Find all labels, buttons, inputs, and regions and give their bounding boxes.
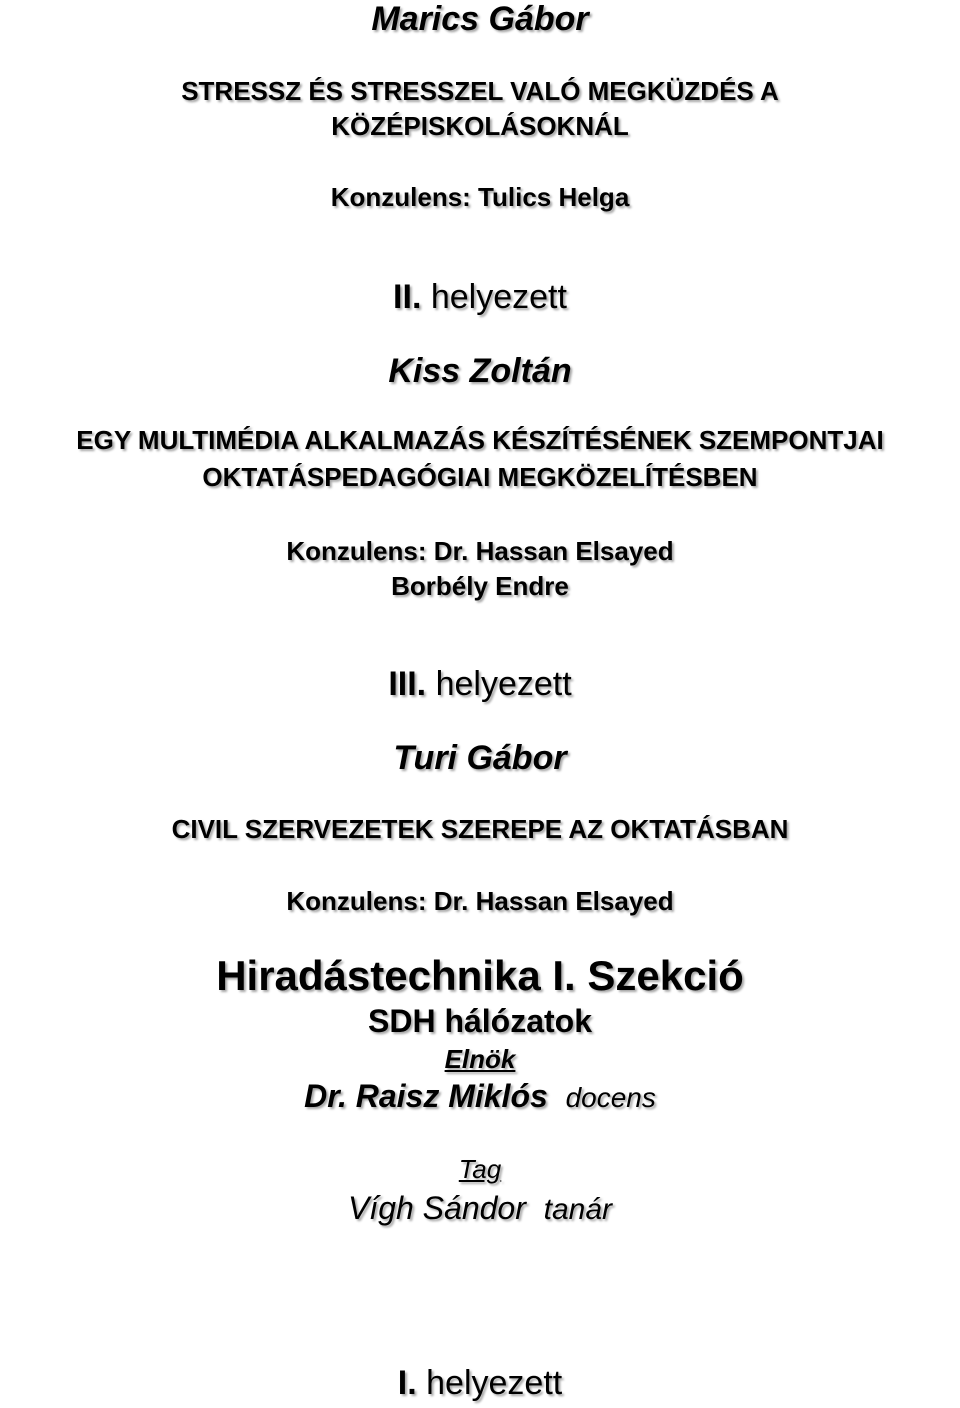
- member-name: Vígh Sándor: [347, 1190, 526, 1226]
- consultant: Konzulens: Dr. Hassan Elsayed: [286, 886, 674, 916]
- member-line: [0, 1192, 960, 1225]
- chair-role: docens: [565, 1082, 656, 1113]
- chair-name: Dr. Raisz Miklós: [304, 1078, 548, 1114]
- chair-line: [0, 1080, 960, 1112]
- placement-word: helyezett: [426, 1364, 563, 1402]
- placement-numeral: II.: [393, 278, 422, 316]
- consultant: Konzulens: Dr. Hassan Elsayed: [286, 536, 674, 566]
- thesis-title-line-1: EGY MULTIMÉDIA ALKALMAZÁS KÉSZÍTÉSÉNEK SZEMPONTJAI: [76, 425, 884, 455]
- consultant: Konzulens: Tulics Helga: [330, 182, 630, 212]
- thesis-title-line-2: KÖZÉPISKOLÁSOKNÁL: [331, 111, 629, 141]
- author-name: Kiss Zoltán: [388, 352, 572, 390]
- section-subtitle: SDH hálózatok: [367, 1003, 593, 1039]
- chair-heading: Elnök: [444, 1044, 516, 1074]
- placement-heading: [0, 667, 960, 701]
- placement-heading: [0, 280, 960, 314]
- member-role: tanár: [543, 1193, 613, 1226]
- author-name: Marics Gábor: [371, 0, 589, 38]
- consultant-second: Borbély Endre: [391, 571, 569, 601]
- placement-word: helyezett: [430, 278, 567, 316]
- placement-heading: [0, 1366, 960, 1400]
- member-heading: Tag: [458, 1154, 502, 1184]
- thesis-title-line-2: OKTATÁSPEDAGÓGIAI MEGKÖZELÍTÉSBEN: [202, 462, 758, 492]
- thesis-title: CIVIL SZERVEZETEK SZEREPE AZ OKTATÁSBAN: [171, 814, 789, 844]
- placement-numeral: III.: [388, 665, 427, 703]
- section-title: Hiradástechnika I. Szekció: [216, 952, 744, 999]
- placement-numeral: I.: [397, 1364, 417, 1402]
- thesis-title-line-1: STRESSZ ÉS STRESSZEL VALÓ MEGKÜZDÉS A: [181, 76, 779, 106]
- placement-word: helyezett: [435, 665, 572, 703]
- author-name: Turi Gábor: [393, 739, 567, 777]
